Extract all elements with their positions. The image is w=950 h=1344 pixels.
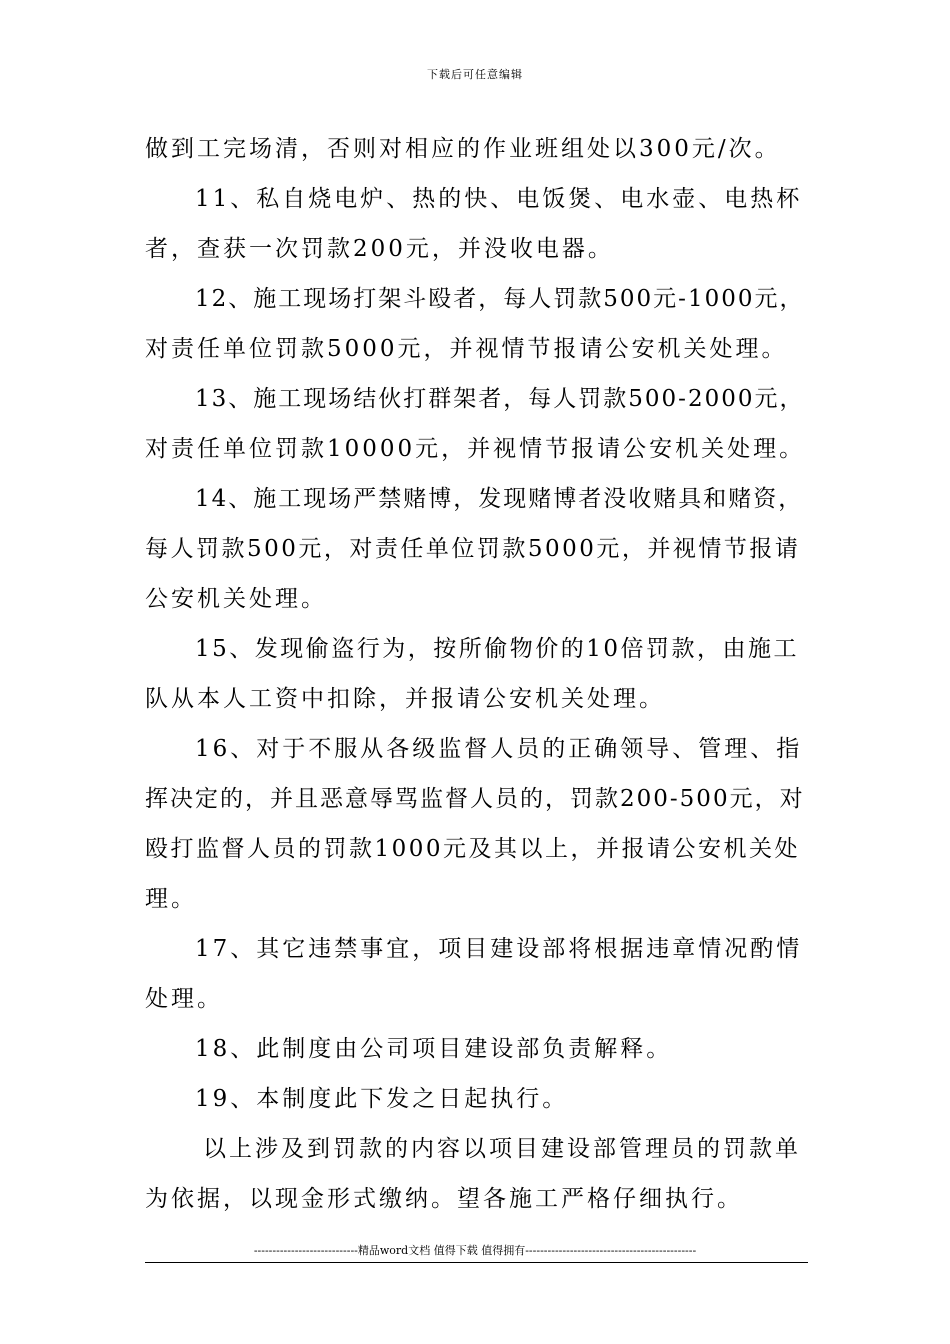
text-line: 理。 [145, 886, 197, 912]
text-line: 殴打监督人员的罚款1000元及其以上，并报请公安机关处 [145, 836, 801, 862]
text-line: 挥决定的，并且恶意辱骂监督人员的，罚款200-500元，对 [145, 786, 805, 812]
text-line: 队从本人工资中扣除，并报请公安机关处理。 [145, 686, 665, 712]
text-line: 处理。 [145, 986, 223, 1012]
text-line: 以上涉及到罚款的内容以项目建设部管理员的罚款单 [203, 1136, 801, 1162]
text-line: 18、此制度由公司项目建设部负责解释。 [195, 1036, 673, 1062]
text-line: 每人罚款500元，对责任单位罚款5000元，并视情节报请 [145, 536, 801, 562]
text-line: 19、本制度此下发之日起执行。 [195, 1086, 569, 1112]
text-line: 公安机关处理。 [145, 586, 327, 612]
text-line: 对责任单位罚款10000元，并视情节报请公安机关处理。 [145, 436, 806, 462]
text-line: 做到工完场清，否则对相应的作业班组处以300元/次。 [145, 136, 781, 162]
text-line: 13、施工现场结伙打群架者，每人罚款500-2000元， [195, 386, 805, 412]
text-line: 14、施工现场严禁赌博，发现赌博者没收赌具和赌资， [195, 486, 804, 512]
page-footer: ----------------------------精品word文档 值得下载 值得拥有---------------------------------------------- [253, 1244, 697, 1257]
text-line: 16、对于不服从各级监督人员的正确领导、管理、指 [195, 736, 803, 762]
text-line: 为依据，以现金形式缴纳。望各施工严格仔细执行。 [145, 1186, 743, 1212]
text-line: 11、私自烧电炉、热的快、电饭煲、电水壶、电热杯 [195, 186, 803, 212]
text-line: 17、其它违禁事宜，项目建设部将根据违章情况酌情 [195, 936, 803, 962]
text-line: 15、发现偷盗行为，按所偷物价的10倍罚款，由施工 [195, 636, 800, 662]
text-line: 12、施工现场打架斗殴者，每人罚款500元-1000元， [195, 286, 805, 312]
text-line: 者，查获一次罚款200元，并没收电器。 [145, 236, 614, 262]
document-body [145, 124, 810, 1224]
page-header: 下载后可任意编辑 [427, 68, 523, 81]
footer-divider [145, 1262, 808, 1263]
text-line: 对责任单位罚款5000元，并视情节报请公安机关处理。 [145, 336, 788, 362]
